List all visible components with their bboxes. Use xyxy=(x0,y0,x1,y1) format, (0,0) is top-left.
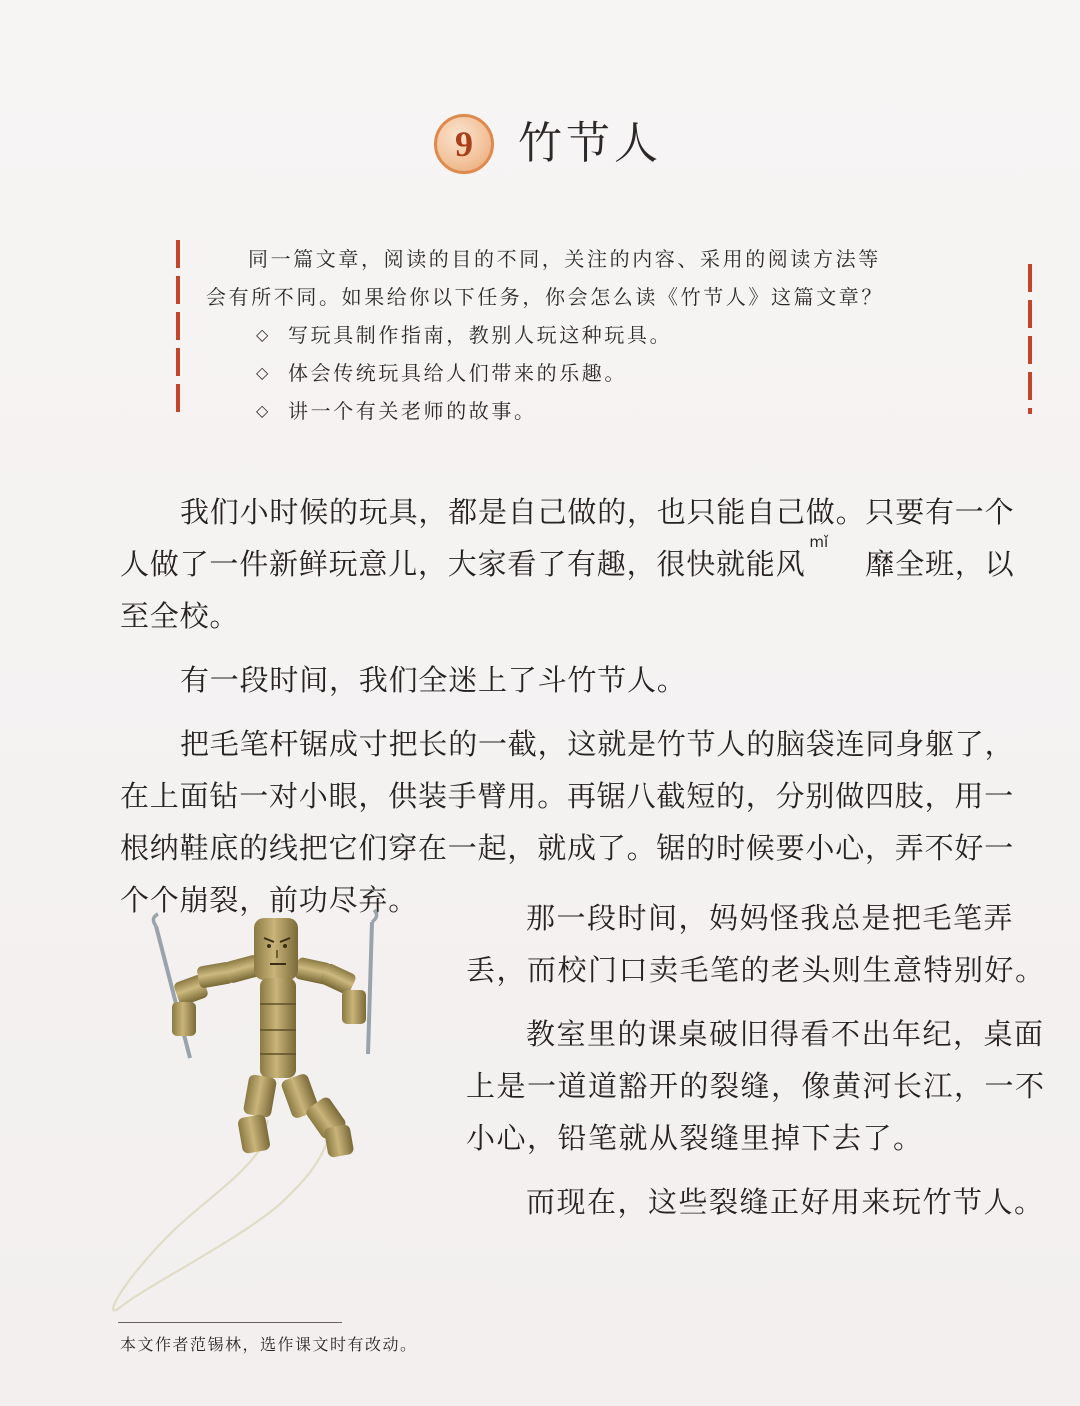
guide-task-1 xyxy=(206,316,1006,354)
diamond-bullet-icon: ◇ xyxy=(256,401,271,420)
passage-top xyxy=(120,486,1040,926)
guide-right-bar xyxy=(1028,264,1032,414)
paragraph-6: 而现在，这些裂缝正好用来玩竹节人。 xyxy=(526,1185,1045,1219)
paragraph-4: 那一段时间，妈妈怪我总是把毛笔弄丢，而校门口卖毛笔的老头则生意特别好。 xyxy=(466,901,1046,987)
guide-task-text: 讲一个有关老师的故事。 xyxy=(288,399,537,423)
paragraph-1 xyxy=(120,486,1040,642)
ruby-base-character: 靡 xyxy=(865,547,896,581)
pinyin-annotation: mǐ xyxy=(809,533,829,551)
guide-task-text: 体会传统玩具给人们带来的乐趣。 xyxy=(288,361,627,385)
guide-left-bar xyxy=(176,240,180,416)
guide-line-1: 同一篇文章，阅读的目的不同，关注的内容、采用的阅读方法等 xyxy=(248,247,881,271)
bamboo-puppet-illustration xyxy=(90,904,460,1314)
lesson-number: 9 xyxy=(455,124,473,164)
paragraph-5: 教室里的课桌破旧得看不出年纪，桌面上是一道道豁开的裂缝，像黄河长江，一不小心，铅笔就从裂缝里掉下去了。 xyxy=(466,1017,1046,1155)
passage-right xyxy=(466,892,1046,1228)
guide-line-2: 会有所不同。如果给你以下任务，你会怎么读《竹节人》这篇文章？ xyxy=(206,285,884,309)
lesson-number-badge xyxy=(434,114,494,174)
diamond-bullet-icon: ◇ xyxy=(256,325,271,344)
footnote-divider xyxy=(118,1322,342,1323)
lesson-title: 竹节人 xyxy=(518,118,662,169)
diamond-bullet-icon: ◇ xyxy=(256,363,271,382)
guide-task-2 xyxy=(206,354,1006,392)
bamboo-puppet-icon xyxy=(90,904,460,1314)
guide-task-3 xyxy=(206,392,1006,430)
reading-guide xyxy=(206,240,1006,430)
paragraph-3: 把毛笔杆锯成寸把长的一截，这就是竹节人的脑袋连同身躯了，在上面钻一对小眼，供装手臂用。再锯八截短的，分别做四肢，用一根纳鞋底的线把它们穿在一起，就成了。锯的时候要小心，弄不好一个个崩裂，前功尽弃。 xyxy=(120,727,1015,917)
footnote: 本文作者范锡林，选作课文时有改动。 xyxy=(120,1335,418,1354)
paragraph-2: 有一段时间，我们全迷上了斗竹节人。 xyxy=(180,663,687,697)
paragraph-1-part-a: 我们小时候的玩具，都是自己做的，也只能自己做。只要有一个人做了一件新鲜玩意儿，大家看了有趣，很快就能风 xyxy=(120,495,1015,581)
ruby-character xyxy=(805,533,896,590)
paragraph-1-part-b: 全班，以至全校。 xyxy=(120,547,1015,633)
guide-task-text: 写玩具制作指南，教别人玩这种玩具。 xyxy=(288,323,673,347)
